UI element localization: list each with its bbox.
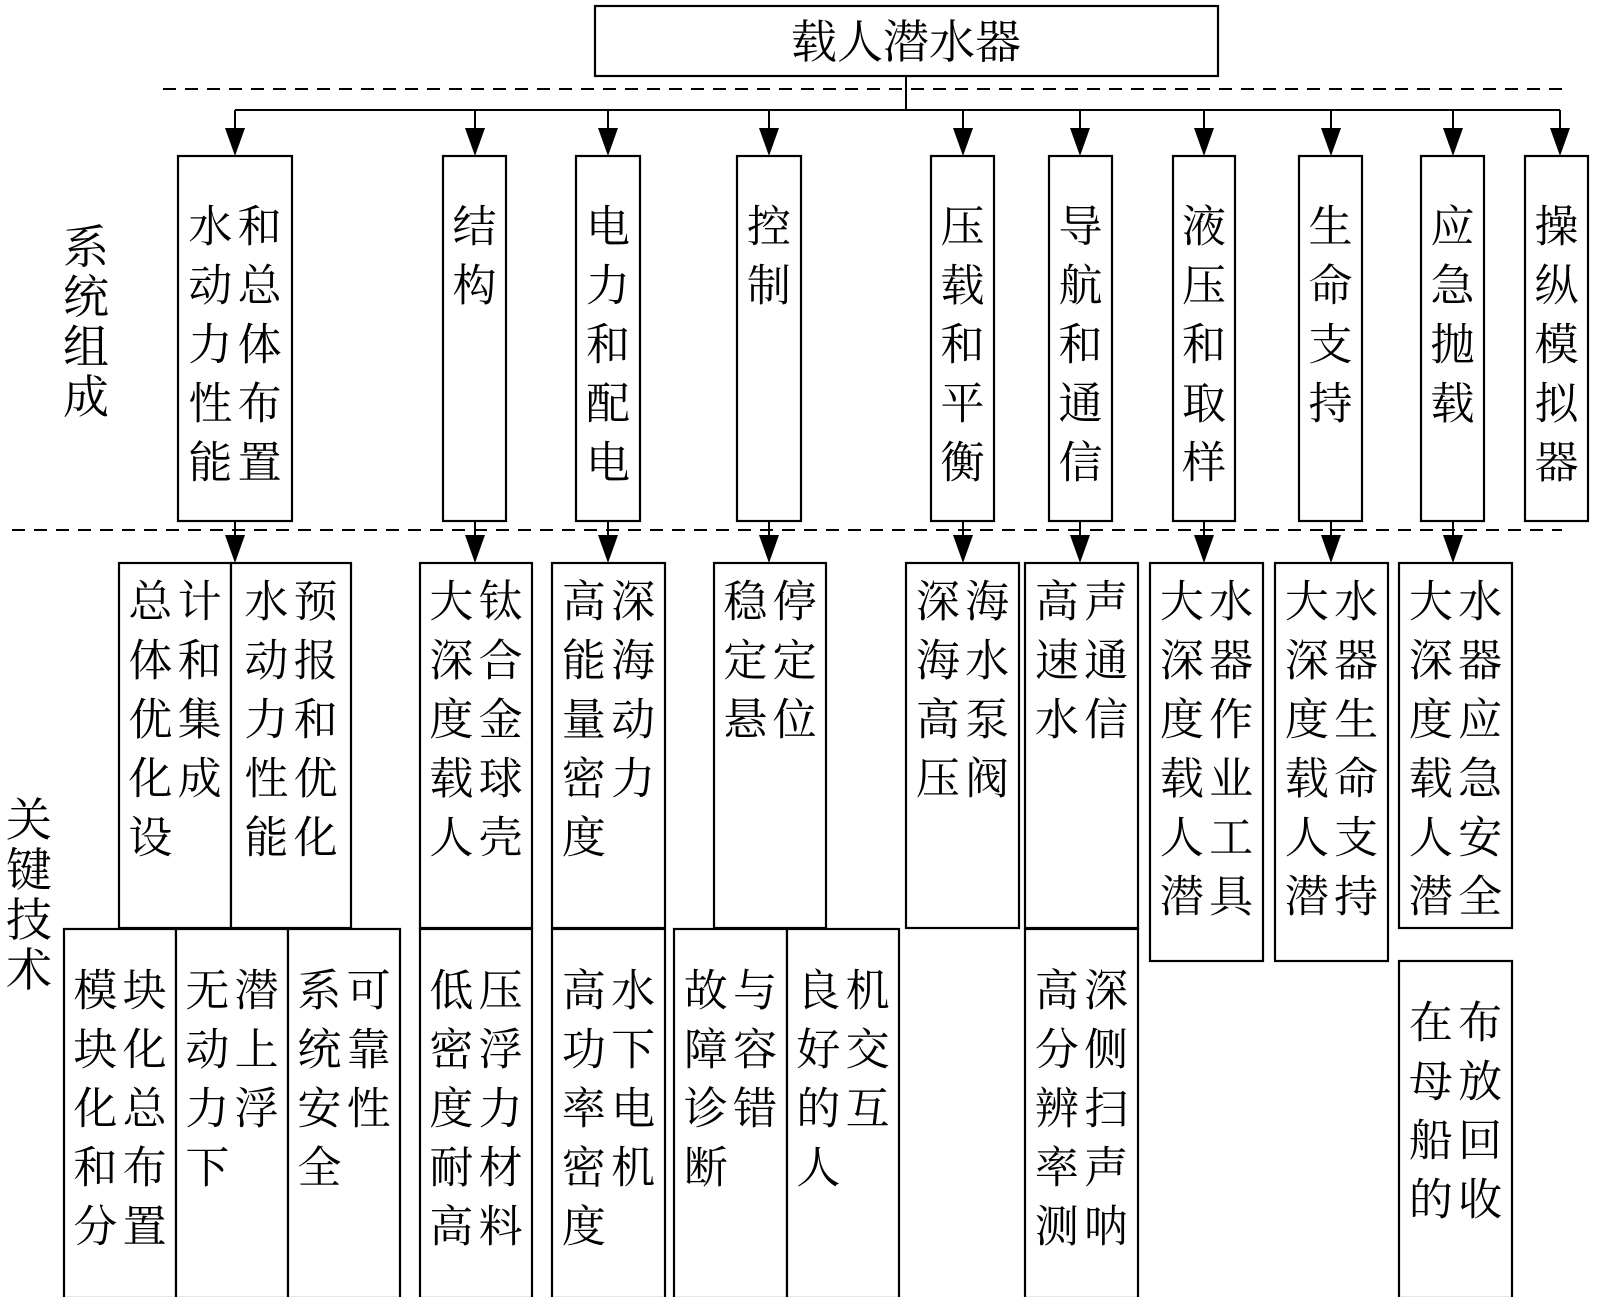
tech-box-l1-8-char: 工 xyxy=(1209,812,1254,864)
tech-box-l2-4-char: 料 xyxy=(478,1201,523,1253)
system-box-1-char: 性 xyxy=(188,378,233,430)
system-box-1-char: 布 xyxy=(237,378,282,430)
tech-box-l2-1 xyxy=(64,929,176,1297)
system-box-4-char: 控 xyxy=(747,201,791,253)
tech-box-l1-7-char: 水 xyxy=(1034,694,1079,746)
tech-box-l2-7-char: 良 xyxy=(796,965,841,1017)
tech-box-l1-3-char: 金 xyxy=(478,694,523,746)
system-box-9-char: 载 xyxy=(1430,378,1475,430)
tech-box-l2-8-char: 深 xyxy=(1084,965,1129,1017)
system-box-4-char: 制 xyxy=(747,260,791,312)
tech-box-l1-9-char: 器 xyxy=(1334,635,1379,687)
tech-box-l1-1-char: 成 xyxy=(177,753,222,805)
tech-box-l1-6-char: 泵 xyxy=(965,694,1010,746)
tech-box-l1-2 xyxy=(231,563,351,928)
tech-box-l2-7-char: 好 xyxy=(796,1024,841,1076)
tech-box-l2-4 xyxy=(420,929,532,1297)
system-box-6-char: 航 xyxy=(1058,260,1103,312)
tech-box-l1-3-char: 深 xyxy=(429,635,474,687)
tech-box-l1-1-char: 优 xyxy=(128,694,173,746)
tech-box-l1-8-char: 作 xyxy=(1209,694,1254,746)
system-box-7-char: 样 xyxy=(1182,437,1226,489)
tech-box-l2-3-char: 性 xyxy=(346,1083,391,1135)
section-label-tech: 关键技术 xyxy=(6,793,52,997)
tech-box-l2-3-char: 全 xyxy=(297,1142,342,1194)
tech-box-l2-4-char: 密 xyxy=(429,1024,474,1076)
tech-box-l2-1-char: 化 xyxy=(73,1083,118,1135)
tech-box-l1-1-char: 集 xyxy=(177,694,222,746)
system-box-8-char: 命 xyxy=(1308,260,1353,312)
system-box-9-char: 急 xyxy=(1430,260,1475,312)
system-box-2 xyxy=(443,156,506,521)
tech-box-l2-7 xyxy=(787,929,899,1297)
tech-box-l1-7-char: 速 xyxy=(1034,635,1079,687)
tech-box-l1-5-char: 定 xyxy=(772,635,817,687)
system-box-9-char: 抛 xyxy=(1430,319,1475,371)
system-box-10 xyxy=(1525,156,1588,521)
title-text: 载人潜水器 xyxy=(791,15,1021,69)
tech-box-l1-5-char: 悬 xyxy=(723,694,768,746)
tech-box-l1-7-char: 声 xyxy=(1084,576,1129,628)
tech-box-l2-9-char: 布 xyxy=(1458,997,1503,1049)
tech-box-l1-3-char: 人 xyxy=(429,812,474,864)
tech-box-l1-2-char: 能 xyxy=(244,812,289,864)
tech-box-l2-6-char: 诊 xyxy=(683,1083,728,1135)
tech-box-l2-1-char: 置 xyxy=(122,1201,167,1253)
system-box-6-char: 导 xyxy=(1058,201,1103,253)
tech-box-l1-10 xyxy=(1399,563,1512,928)
system-box-4 xyxy=(737,156,801,521)
tech-box-l2-5-char: 功 xyxy=(561,1024,606,1076)
tech-box-l1-9-char: 度 xyxy=(1284,694,1329,746)
tech-box-l1-5 xyxy=(714,563,826,928)
system-box-8-char: 持 xyxy=(1308,378,1353,430)
tech-box-l1-6-char: 深 xyxy=(915,576,960,628)
tech-box-l1-2-char: 预 xyxy=(293,576,338,628)
tech-box-l1-8-char: 人 xyxy=(1159,812,1204,864)
system-box-8-char: 支 xyxy=(1308,319,1353,371)
system-box-5-char: 压 xyxy=(940,201,985,253)
system-box-1-char: 和 xyxy=(237,201,282,253)
tech-box-l1-3 xyxy=(420,563,532,928)
tech-box-l1-4-char: 力 xyxy=(611,753,656,805)
tech-box-l1-3-char: 球 xyxy=(478,753,523,805)
tech-box-l1-2-char: 优 xyxy=(293,753,338,805)
tech-box-l1-2-char: 报 xyxy=(293,635,338,687)
tech-box-l1-4-char: 量 xyxy=(561,694,606,746)
tech-box-l1-8-char: 大 xyxy=(1159,576,1204,628)
system-box-6-char: 和 xyxy=(1058,319,1103,371)
tech-box-l1-4-char: 海 xyxy=(611,635,656,687)
tech-box-l1-9-char: 大 xyxy=(1284,576,1329,628)
tech-box-l2-7-char: 机 xyxy=(845,965,890,1017)
tech-box-l2-4-char: 力 xyxy=(478,1083,523,1135)
system-box-9-char: 应 xyxy=(1430,201,1475,253)
tech-box-l2-2-char: 动 xyxy=(185,1024,230,1076)
tech-box-l2-5-char: 率 xyxy=(561,1083,606,1135)
tech-box-l1-4 xyxy=(552,563,665,928)
tech-box-l2-5-char: 高 xyxy=(561,965,606,1017)
tech-box-l1-10-char: 载 xyxy=(1408,753,1453,805)
tech-box-l1-10-char: 人 xyxy=(1408,812,1453,864)
tech-box-l2-8-char: 侧 xyxy=(1084,1024,1129,1076)
tech-box-l1-1-char: 化 xyxy=(128,753,173,805)
tech-box-l1-2-char: 水 xyxy=(244,576,289,628)
tech-box-l2-4-char: 低 xyxy=(429,965,474,1017)
tech-box-l2-1-char: 化 xyxy=(122,1024,167,1076)
tech-box-l2-3 xyxy=(288,929,400,1297)
tech-box-l2-1-char: 块 xyxy=(122,965,167,1017)
tech-box-l1-1-char: 总 xyxy=(128,576,173,628)
tech-box-l1-3-char: 度 xyxy=(429,694,474,746)
tech-box-l1-7-char: 通 xyxy=(1084,635,1129,687)
tech-box-l1-9-char: 水 xyxy=(1334,576,1379,628)
tech-box-l2-4-char: 材 xyxy=(478,1142,523,1194)
tech-box-l1-10-char: 度 xyxy=(1408,694,1453,746)
tech-box-l2-5-char: 下 xyxy=(611,1024,656,1076)
system-box-1-char: 总 xyxy=(237,260,282,312)
tech-box-l1-5-char: 位 xyxy=(772,694,817,746)
tech-box-l1-6-char: 水 xyxy=(965,635,1010,687)
tech-box-l2-2 xyxy=(176,929,288,1297)
tech-box-l1-10-char: 急 xyxy=(1458,753,1503,805)
tech-box-l2-6 xyxy=(674,929,787,1297)
tech-box-l1-6-char: 阀 xyxy=(965,753,1010,805)
tech-box-l2-4-char: 高 xyxy=(429,1201,474,1253)
tech-box-l1-7 xyxy=(1025,563,1138,928)
system-box-1-char: 体 xyxy=(237,319,282,371)
tech-box-l1-2-char: 和 xyxy=(293,694,338,746)
tech-box-l1-2-char: 动 xyxy=(244,635,289,687)
tech-box-l1-6-char: 高 xyxy=(915,694,960,746)
tech-box-l2-6-char: 断 xyxy=(683,1142,728,1194)
tech-box-l2-7-char: 互 xyxy=(845,1083,890,1135)
tech-box-l1-4-char: 密 xyxy=(561,753,606,805)
tech-box-l1-3-char: 大 xyxy=(429,576,474,628)
tech-box-l1-8-char: 器 xyxy=(1209,635,1254,687)
tech-box-l1-1 xyxy=(119,563,231,928)
tech-box-l1-2-char: 力 xyxy=(244,694,289,746)
tech-box-l1-8-char: 业 xyxy=(1209,753,1254,805)
tech-box-l1-8-char: 度 xyxy=(1159,694,1204,746)
system-box-10-char: 器 xyxy=(1534,437,1579,489)
tech-box-l2-2-char: 力 xyxy=(185,1083,230,1135)
system-box-7-char: 液 xyxy=(1182,201,1226,253)
tech-box-l2-4-char: 度 xyxy=(429,1083,474,1135)
tech-box-l1-4-char: 度 xyxy=(561,812,606,864)
tech-box-l1-9 xyxy=(1275,563,1388,961)
tech-box-l1-8 xyxy=(1150,563,1263,961)
system-box-1-char: 力 xyxy=(188,319,233,371)
tech-box-l2-3-char: 安 xyxy=(297,1083,342,1135)
tech-box-l2-5-char: 密 xyxy=(561,1142,606,1194)
tech-box-l2-6-char: 错 xyxy=(733,1083,778,1135)
system-box-3-char: 和 xyxy=(586,319,630,371)
tech-box-l2-4-char: 耐 xyxy=(429,1142,474,1194)
system-box-3-char: 电 xyxy=(586,201,630,253)
tech-box-l1-2-char: 化 xyxy=(293,812,338,864)
system-box-6-char: 通 xyxy=(1058,378,1103,430)
tech-box-l1-1-char: 和 xyxy=(177,635,222,687)
tech-box-l2-4-char: 浮 xyxy=(478,1024,523,1076)
tech-box-l2-1-char: 布 xyxy=(122,1142,167,1194)
tech-box-l1-2-char: 性 xyxy=(244,753,289,805)
tech-box-l1-9-char: 生 xyxy=(1334,694,1379,746)
tech-box-l1-7-char: 信 xyxy=(1084,694,1129,746)
tech-box-l1-9-char: 载 xyxy=(1284,753,1329,805)
tech-box-l2-9-char: 放 xyxy=(1458,1056,1503,1108)
system-box-8 xyxy=(1299,156,1362,521)
tech-box-l1-10-char: 应 xyxy=(1458,694,1503,746)
tech-box-l2-8-char: 扫 xyxy=(1084,1083,1129,1135)
tech-box-l2-7-char: 交 xyxy=(845,1024,890,1076)
tech-box-l2-5-char: 水 xyxy=(611,965,656,1017)
system-box-6 xyxy=(1049,156,1112,521)
tech-box-l1-3-char: 合 xyxy=(478,635,523,687)
tech-box-l1-8-char: 深 xyxy=(1159,635,1204,687)
tech-box-l2-5-char: 度 xyxy=(561,1201,606,1253)
tech-box-l2-2-char: 上 xyxy=(234,1024,279,1076)
tech-box-l2-9-char: 的 xyxy=(1408,1174,1453,1226)
tech-box-l2-8-char: 分 xyxy=(1034,1024,1079,1076)
system-box-7-char: 取 xyxy=(1182,378,1226,430)
tech-box-l2-9-char: 回 xyxy=(1458,1115,1503,1167)
tech-box-l1-5-char: 稳 xyxy=(723,576,768,628)
tech-box-l1-3-char: 载 xyxy=(429,753,474,805)
tech-box-l1-6-char: 压 xyxy=(915,753,960,805)
tech-box-l1-3-char: 钛 xyxy=(478,576,523,628)
tech-box-l1-1-char: 体 xyxy=(128,635,173,687)
system-box-1-char: 水 xyxy=(188,201,233,253)
tech-box-l2-3-char: 靠 xyxy=(346,1024,391,1076)
tech-box-l1-9-char: 人 xyxy=(1284,812,1329,864)
system-box-5-char: 衡 xyxy=(940,437,985,489)
tech-box-l1-9-char: 深 xyxy=(1284,635,1329,687)
system-box-10-char: 操 xyxy=(1534,201,1579,253)
tech-box-l2-1-char: 分 xyxy=(73,1201,118,1253)
system-box-7-char: 和 xyxy=(1182,319,1226,371)
system-box-5-char: 和 xyxy=(940,319,985,371)
tech-box-l1-10-char: 器 xyxy=(1458,635,1503,687)
tech-box-l2-8 xyxy=(1025,929,1138,1297)
system-box-7 xyxy=(1173,156,1235,521)
system-box-10-char: 拟 xyxy=(1534,378,1579,430)
tech-box-l1-10-char: 安 xyxy=(1458,812,1503,864)
system-box-8-char: 生 xyxy=(1308,201,1353,253)
tech-box-l1-10-char: 大 xyxy=(1408,576,1453,628)
tech-box-l2-3-char: 可 xyxy=(346,965,391,1017)
system-box-9 xyxy=(1421,156,1484,521)
tech-box-l2-8-char: 测 xyxy=(1034,1201,1079,1253)
tech-box-l1-5-char: 定 xyxy=(723,635,768,687)
tech-box-l1-9-char: 支 xyxy=(1334,812,1379,864)
tech-box-l2-9-char: 收 xyxy=(1458,1174,1503,1226)
system-box-1 xyxy=(178,156,292,521)
tech-box-l2-8-char: 高 xyxy=(1034,965,1079,1017)
tech-box-l1-8-char: 水 xyxy=(1209,576,1254,628)
system-box-3 xyxy=(576,156,640,521)
tech-box-l2-4-char: 压 xyxy=(478,965,523,1017)
tech-box-l2-7-char: 的 xyxy=(796,1083,841,1135)
tech-box-l2-3-char: 系 xyxy=(297,965,342,1017)
tech-box-l1-9-char: 潜 xyxy=(1284,871,1329,923)
tech-box-l2-6-char: 故 xyxy=(683,965,728,1017)
system-box-5-char: 平 xyxy=(940,378,985,430)
tech-box-l1-4-char: 能 xyxy=(561,635,606,687)
tech-box-l2-2-char: 潜 xyxy=(234,965,279,1017)
tech-box-l2-7-char: 人 xyxy=(796,1142,841,1194)
tech-box-l2-1-char: 模 xyxy=(73,965,118,1017)
system-box-1-char: 置 xyxy=(237,437,282,489)
system-box-10-char: 模 xyxy=(1534,319,1579,371)
tech-box-l1-3-char: 壳 xyxy=(478,812,523,864)
tech-box-l1-10-char: 潜 xyxy=(1408,871,1453,923)
tech-box-l1-4-char: 高 xyxy=(561,576,606,628)
system-box-5-char: 载 xyxy=(940,260,985,312)
tech-box-l2-5-char: 机 xyxy=(611,1142,656,1194)
system-box-6-char: 信 xyxy=(1058,437,1103,489)
tech-box-l1-10-char: 水 xyxy=(1458,576,1503,628)
tech-box-l2-2-char: 浮 xyxy=(234,1083,279,1135)
system-box-2-char: 构 xyxy=(452,260,497,312)
tech-box-l2-6-char: 容 xyxy=(733,1024,778,1076)
tech-box-l2-6-char: 与 xyxy=(733,965,778,1017)
system-box-1-char: 动 xyxy=(188,260,233,312)
tech-box-l2-3-char: 统 xyxy=(297,1024,342,1076)
tech-box-l2-1-char: 和 xyxy=(73,1142,118,1194)
tech-box-l1-5-char: 停 xyxy=(772,576,817,628)
tech-box-l2-5 xyxy=(552,929,665,1297)
tech-box-l2-5-char: 电 xyxy=(611,1083,656,1135)
tech-box-l2-8-char: 声 xyxy=(1084,1142,1129,1194)
tech-box-l1-6-char: 海 xyxy=(915,635,960,687)
tech-box-l2-1-char: 总 xyxy=(122,1083,167,1135)
tech-box-l1-9-char: 命 xyxy=(1334,753,1379,805)
tech-box-l1-4-char: 深 xyxy=(611,576,656,628)
tech-box-l1-8-char: 潜 xyxy=(1159,871,1204,923)
tech-box-l1-8-char: 载 xyxy=(1159,753,1204,805)
tech-box-l1-9-char: 持 xyxy=(1334,871,1379,923)
system-box-3-char: 力 xyxy=(586,260,630,312)
system-box-7-char: 压 xyxy=(1182,260,1226,312)
system-box-2-char: 结 xyxy=(452,201,497,253)
system-box-1-char: 能 xyxy=(188,437,233,489)
system-box-5 xyxy=(931,156,994,521)
tech-box-l1-10-char: 全 xyxy=(1458,871,1503,923)
tech-box-l1-7-char: 高 xyxy=(1034,576,1079,628)
tech-box-l1-4-char: 动 xyxy=(611,694,656,746)
system-box-10-char: 纵 xyxy=(1534,260,1579,312)
tech-box-l2-8-char: 率 xyxy=(1034,1142,1079,1194)
tech-box-l2-9 xyxy=(1399,961,1512,1297)
tech-box-l2-8-char: 辨 xyxy=(1034,1083,1079,1135)
tech-box-l1-1-char: 设 xyxy=(128,812,173,864)
tech-box-l1-1-char: 计 xyxy=(177,576,222,628)
section-label-system: 系统组成 xyxy=(63,220,109,424)
system-box-3-char: 配 xyxy=(586,378,630,430)
tech-box-l1-10-char: 深 xyxy=(1408,635,1453,687)
tech-box-l1-8-char: 具 xyxy=(1209,871,1254,923)
tech-box-l1-6-char: 海 xyxy=(965,576,1010,628)
tech-box-l2-9-char: 在 xyxy=(1408,997,1453,1049)
tech-box-l2-9-char: 船 xyxy=(1408,1115,1453,1167)
tech-box-l2-2-char: 无 xyxy=(185,965,230,1017)
tech-box-l2-8-char: 呐 xyxy=(1084,1201,1129,1253)
tech-box-l2-6-char: 障 xyxy=(683,1024,728,1076)
tech-box-l2-2-char: 下 xyxy=(185,1142,230,1194)
system-box-3-char: 电 xyxy=(586,437,630,489)
title-box xyxy=(595,6,1218,76)
tech-box-l2-9-char: 母 xyxy=(1408,1056,1453,1108)
tech-box-l1-6 xyxy=(906,563,1019,928)
tech-box-l2-1-char: 块 xyxy=(73,1024,118,1076)
